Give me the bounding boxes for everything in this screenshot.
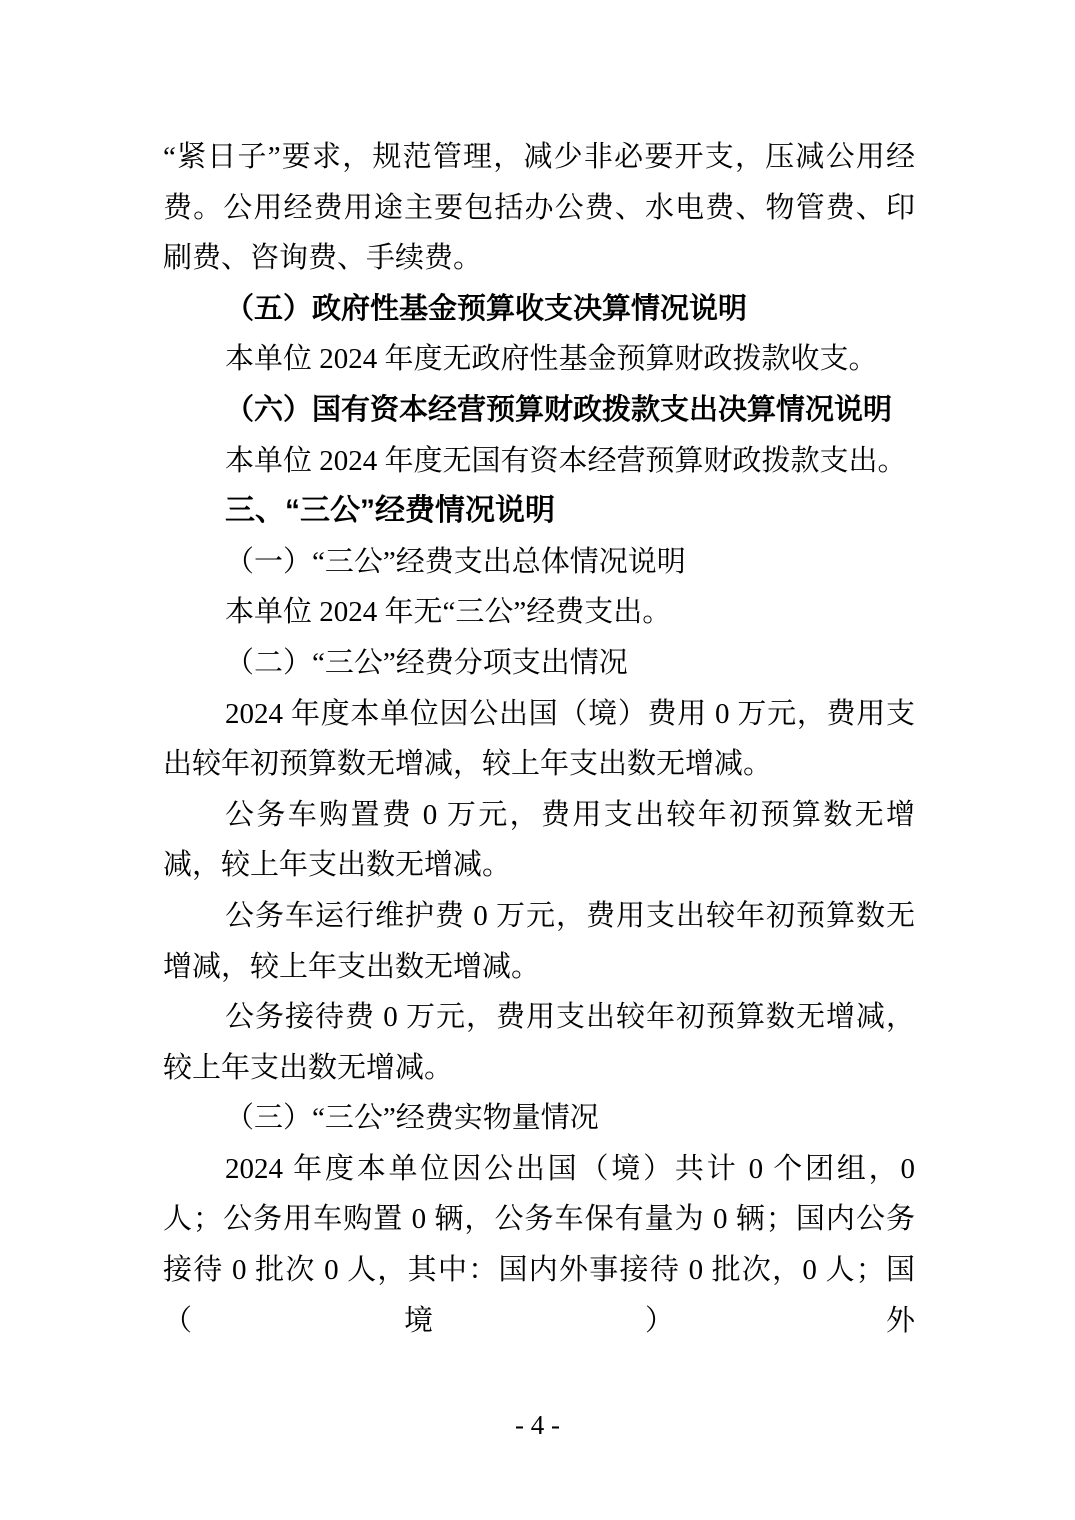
page-number: - 4 - [515, 1410, 560, 1440]
heading-sub-2-itemized-expenditure: （二）“三公”经费分项支出情况 [225, 646, 628, 679]
paragraph-vehicle-purchase-expense: 公务车购置费 0 万元，费用支出较年初预算数无增减，较上年支出数无增减。 [163, 798, 915, 882]
heading-sub-1-overall-expenditure: （一）“三公”经费支出总体情况说明 [225, 545, 686, 578]
heading-part-3-three-public-funds: 三、“三公”经费情况说明 [225, 494, 555, 528]
paragraph-no-state-capital-budget: 本单位 2024 年度无国有资本经营预算财政拨款支出。 [225, 444, 907, 477]
paragraph-official-reception-expense: 公务接待费 0 万元，费用支出较年初预算数无增减，较上年支出数无增减。 [163, 1001, 915, 1084]
paragraph-vehicle-maintenance-expense: 公务车运行维护费 0 万元，费用支出较年初预算数无增减，较上年支出数无增减。 [163, 899, 915, 983]
paragraph-no-gov-fund-budget: 本单位 2024 年度无政府性基金预算财政拨款收支。 [225, 343, 878, 376]
paragraph-overseas-travel-expense: 2024 年度本单位因公出国（境）费用 0 万元，费用支出较年初预算数无增减，较上年支出数无增减。 [163, 697, 915, 781]
heading-section-6-state-capital-budget: （六）国有资本经营预算财政拨款支出决算情况说明 [225, 393, 893, 426]
heading-sub-3-physical-quantity: （三）“三公”经费实物量情况 [225, 1102, 599, 1135]
paragraph-no-three-public-expenditure: 本单位 2024 年无“三公”经费支出。 [225, 596, 672, 629]
heading-section-5-gov-fund-budget: （五）政府性基金预算收支决算情况说明 [225, 292, 748, 325]
paragraph-public-expense-continuation: “紧日子”要求，规范管理，减少非必要开支，压减公用经费。公用经费用途主要包括办公费、水电费、物管费、印刷费、咨询费、手续费。 [163, 141, 915, 275]
paragraph-physical-quantity-detail: 2024 年度本单位因公出国（境）共计 0 个团组，0 人；公务用车购置 0 辆，公务车保有量为 0 辆；国内公务接待 0 批次 0 人，其中：国内外事接待 0 批次，0 人；国（境）外 [163, 1152, 915, 1337]
document-body [163, 132, 915, 1346]
